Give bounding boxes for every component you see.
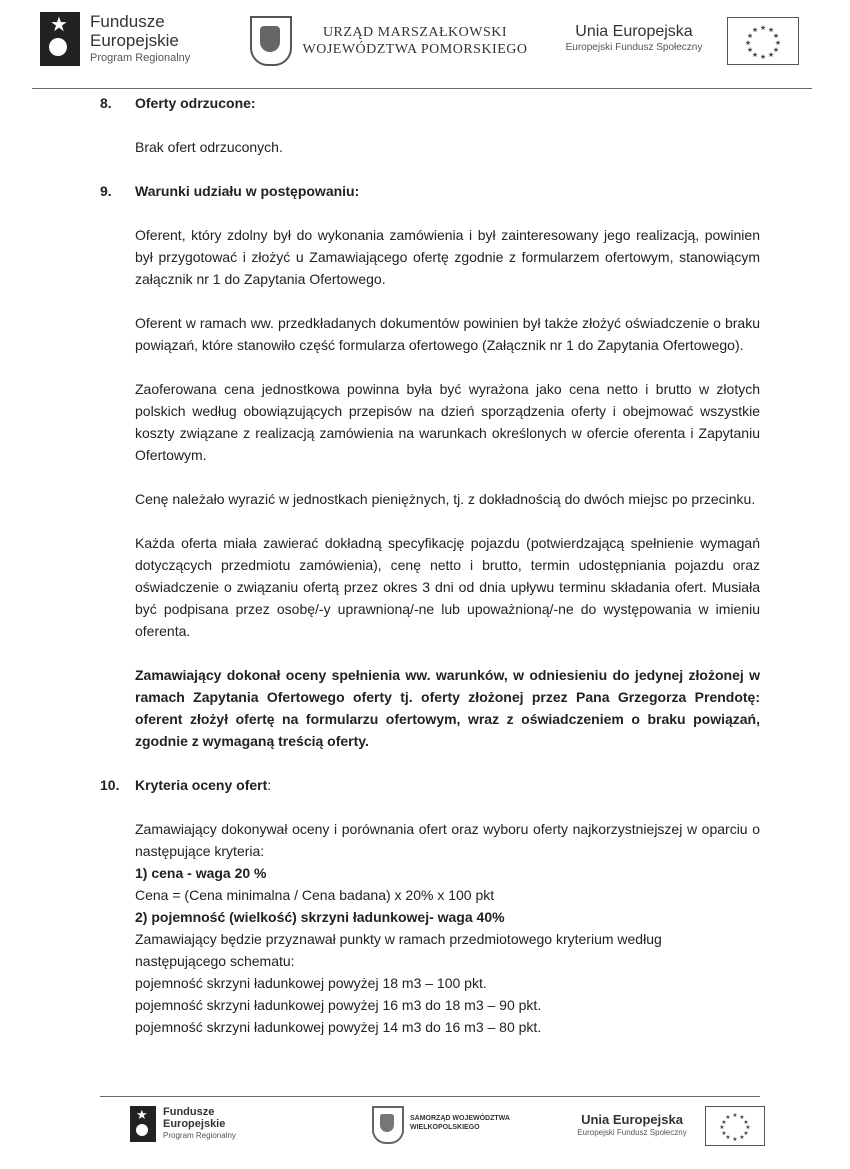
svg-text:★: ★ [772,33,780,40]
section-9-paragraph-6: Zamawiający dokonał oceny spełnienia ww. warunków, w odniesieniu do jedynej złożonej w ramach Zapytania Ofertowego oferty tj. oferty złożonej przez Pana Grzegorza Prendotę: oferent złożył ofertę na formularzu ofertowym, wraz z oświadczeniem o braku powiązań, zgodnie z wymaganą treścią oferty. [135,667,760,749]
svg-text:★: ★ [732,1137,738,1143]
svg-text:★: ★ [745,1125,751,1131]
svg-text:★: ★ [744,40,752,47]
section-9-paragraph-2: Oferent w ramach ww. przedkładanych dokumentów powinien był także złożyć oświadczenie o braku powiązań, które stanowiło część formularza ofertowego (Załącznik nr 1 do Zapytania Ofertowego). [135,315,760,353]
unia-europejska-label [552,22,716,55]
svg-text:★: ★ [719,1125,725,1131]
document-body [100,92,760,1038]
svg-text:★: ★ [751,27,759,34]
section-8-title: Oferty odrzucone: [135,95,256,111]
svg-text:★: ★ [732,1113,738,1119]
page-footer [0,1100,850,1169]
footer-ue-line2: Europejski Fundusz Społeczny [577,1128,687,1137]
svg-text:★: ★ [767,27,775,34]
footer-ue-line1: Unia Europejska [581,1112,683,1127]
criterion-2-line-3: pojemność skrzyni ładunkowej powyżej 14 m3 do 16 m3 – 80 pkt. [135,1019,542,1035]
section-9-paragraph-5: Każda oferta miała zawierać dokładną specyfikację pojazdu (potwierdzającą spełnienie wymagań dotyczących przedmiotu zamówienia), cenę netto i brutto, termin udostępniania pojazdu oraz oświadczenie o związaniu ofertą przez okres 3 dni od dnia upływu terminu składania ofert. Musiała być podpisana przez osobę/-y uprawnioną/-ne lub upoważnioną/-ne do występowania w imieniu oferenta. [135,535,760,639]
page-header [0,0,850,90]
svg-text:★: ★ [772,47,780,54]
footer-fe-logo [130,1106,236,1142]
fe-mark-icon: ★ [40,12,80,66]
um-line1: URZĄD MARSZAŁKOWSKI [322,25,508,40]
svg-text:★: ★ [759,25,767,32]
svg-text:★: ★ [743,1131,749,1137]
ue-line2: Europejski Fundusz Społeczny [565,42,703,53]
criterion-1-label: 1) cena - waga 20 % [135,865,267,881]
svg-text:★: ★ [774,40,782,47]
svg-text:★: ★ [725,1115,731,1121]
um-line2: WOJEWÓDZTWA POMORSKIEGO [302,42,528,57]
footer-ue-label [562,1112,702,1139]
svg-text:★: ★ [725,1135,731,1141]
criterion-1-formula: Cena = (Cena minimalna / Cena badana) x 20% x 100 pkt [135,887,495,903]
footer-divider [100,1096,760,1097]
criterion-2-label: 2) pojemność (wielkość) skrzyni ładunkowej- waga 40% [135,909,505,925]
criterion-2-text: Zamawiający będzie przyznawał punkty w ramach przedmiotowego kryterium według następującego schematu: [135,931,662,969]
svg-text:★: ★ [767,52,775,59]
svg-text:★: ★ [746,33,754,40]
footer-fe-mark-icon: ★ [130,1106,156,1142]
section-9-heading: 9. Warunki udziału w postępowaniu: [100,180,760,202]
fe-line2: Europejskie [90,31,179,50]
footer-fe-line1: Fundusze [163,1106,215,1118]
wielkopolska-crest-icon [372,1106,404,1144]
section-9-paragraph-1: Oferent, który zdolny był do wykonania zamówienia i był zainteresowany jego realizacją, powinien był przygotować i złożyć u Zamawiającego ofertę zgodnie z formularzem ofertowym, stanowiącym załącznik nr 1 do Zapytania Ofertowego. [135,227,760,287]
svg-text:★: ★ [739,1115,745,1121]
svg-text:★: ★ [739,1135,745,1141]
section-9-title: Warunki udziału w postępowaniu: [135,183,360,199]
section-8-heading: 8. Oferty odrzucone: [100,92,760,114]
svg-text:★: ★ [721,1131,727,1137]
footer-eu-flag-icon [705,1106,765,1146]
fe-line3: Program Regionalny [90,52,191,64]
fe-line1: Fundusze [90,12,165,31]
footer-fe-line3: Program Regionalny [163,1131,236,1140]
criterion-2-line-2: pojemność skrzyni ładunkowej powyżej 16 m3 do 18 m3 – 90 pkt. [135,997,542,1013]
fundusze-europejskie-logo [40,12,190,66]
section-10-intro: Zamawiający dokonywał oceny i porównania ofert oraz wyboru oferty najkorzystniejszej w oparciu o następujące kryteria: [135,821,760,859]
section-9-paragraph-3: Zaoferowana cena jednostkowa powinna była być wyrażona jako cena netto i brutto w złotych polskich według obowiązujących przepisów na dzień sporządzenia oferty i obejmować wszystkie koszty związane z realizacją zamówienia na warunkach określonych w ofercie oferenta i Zapytaniu Ofertowym. [135,381,760,463]
ue-line1: Unia Europejska [575,23,693,40]
section-9-paragraph-4: Cenę należało wyrazić w jednostkach pieniężnych, tj. z dokładnością do dwóch miejsc po przecinku. [135,491,756,507]
header-divider [32,88,812,89]
footer-fe-line2: Europejskie [163,1118,226,1130]
svg-text:★: ★ [759,54,767,61]
pomorskie-crest-icon [250,16,292,66]
svg-text:★: ★ [721,1120,727,1126]
section-10-heading: 10. Kryteria oceny ofert: [100,774,760,796]
svg-text:★: ★ [743,1120,749,1126]
criterion-2-line-1: pojemność skrzyni ładunkowej powyżej 18 m3 – 100 pkt. [135,975,487,991]
svg-text:★: ★ [746,47,754,54]
urzad-marszalkowski-logo [300,24,530,58]
svg-text:★: ★ [751,52,759,59]
samorzad-label: SAMORZĄD WOJEWÓDZTWA WIELKOPOLSKIEGO [410,1115,510,1131]
eu-flag-icon [727,17,799,65]
section-10-title: Kryteria oceny ofert: [135,777,272,793]
section-8-text: Brak ofert odrzuconych. [135,139,283,155]
